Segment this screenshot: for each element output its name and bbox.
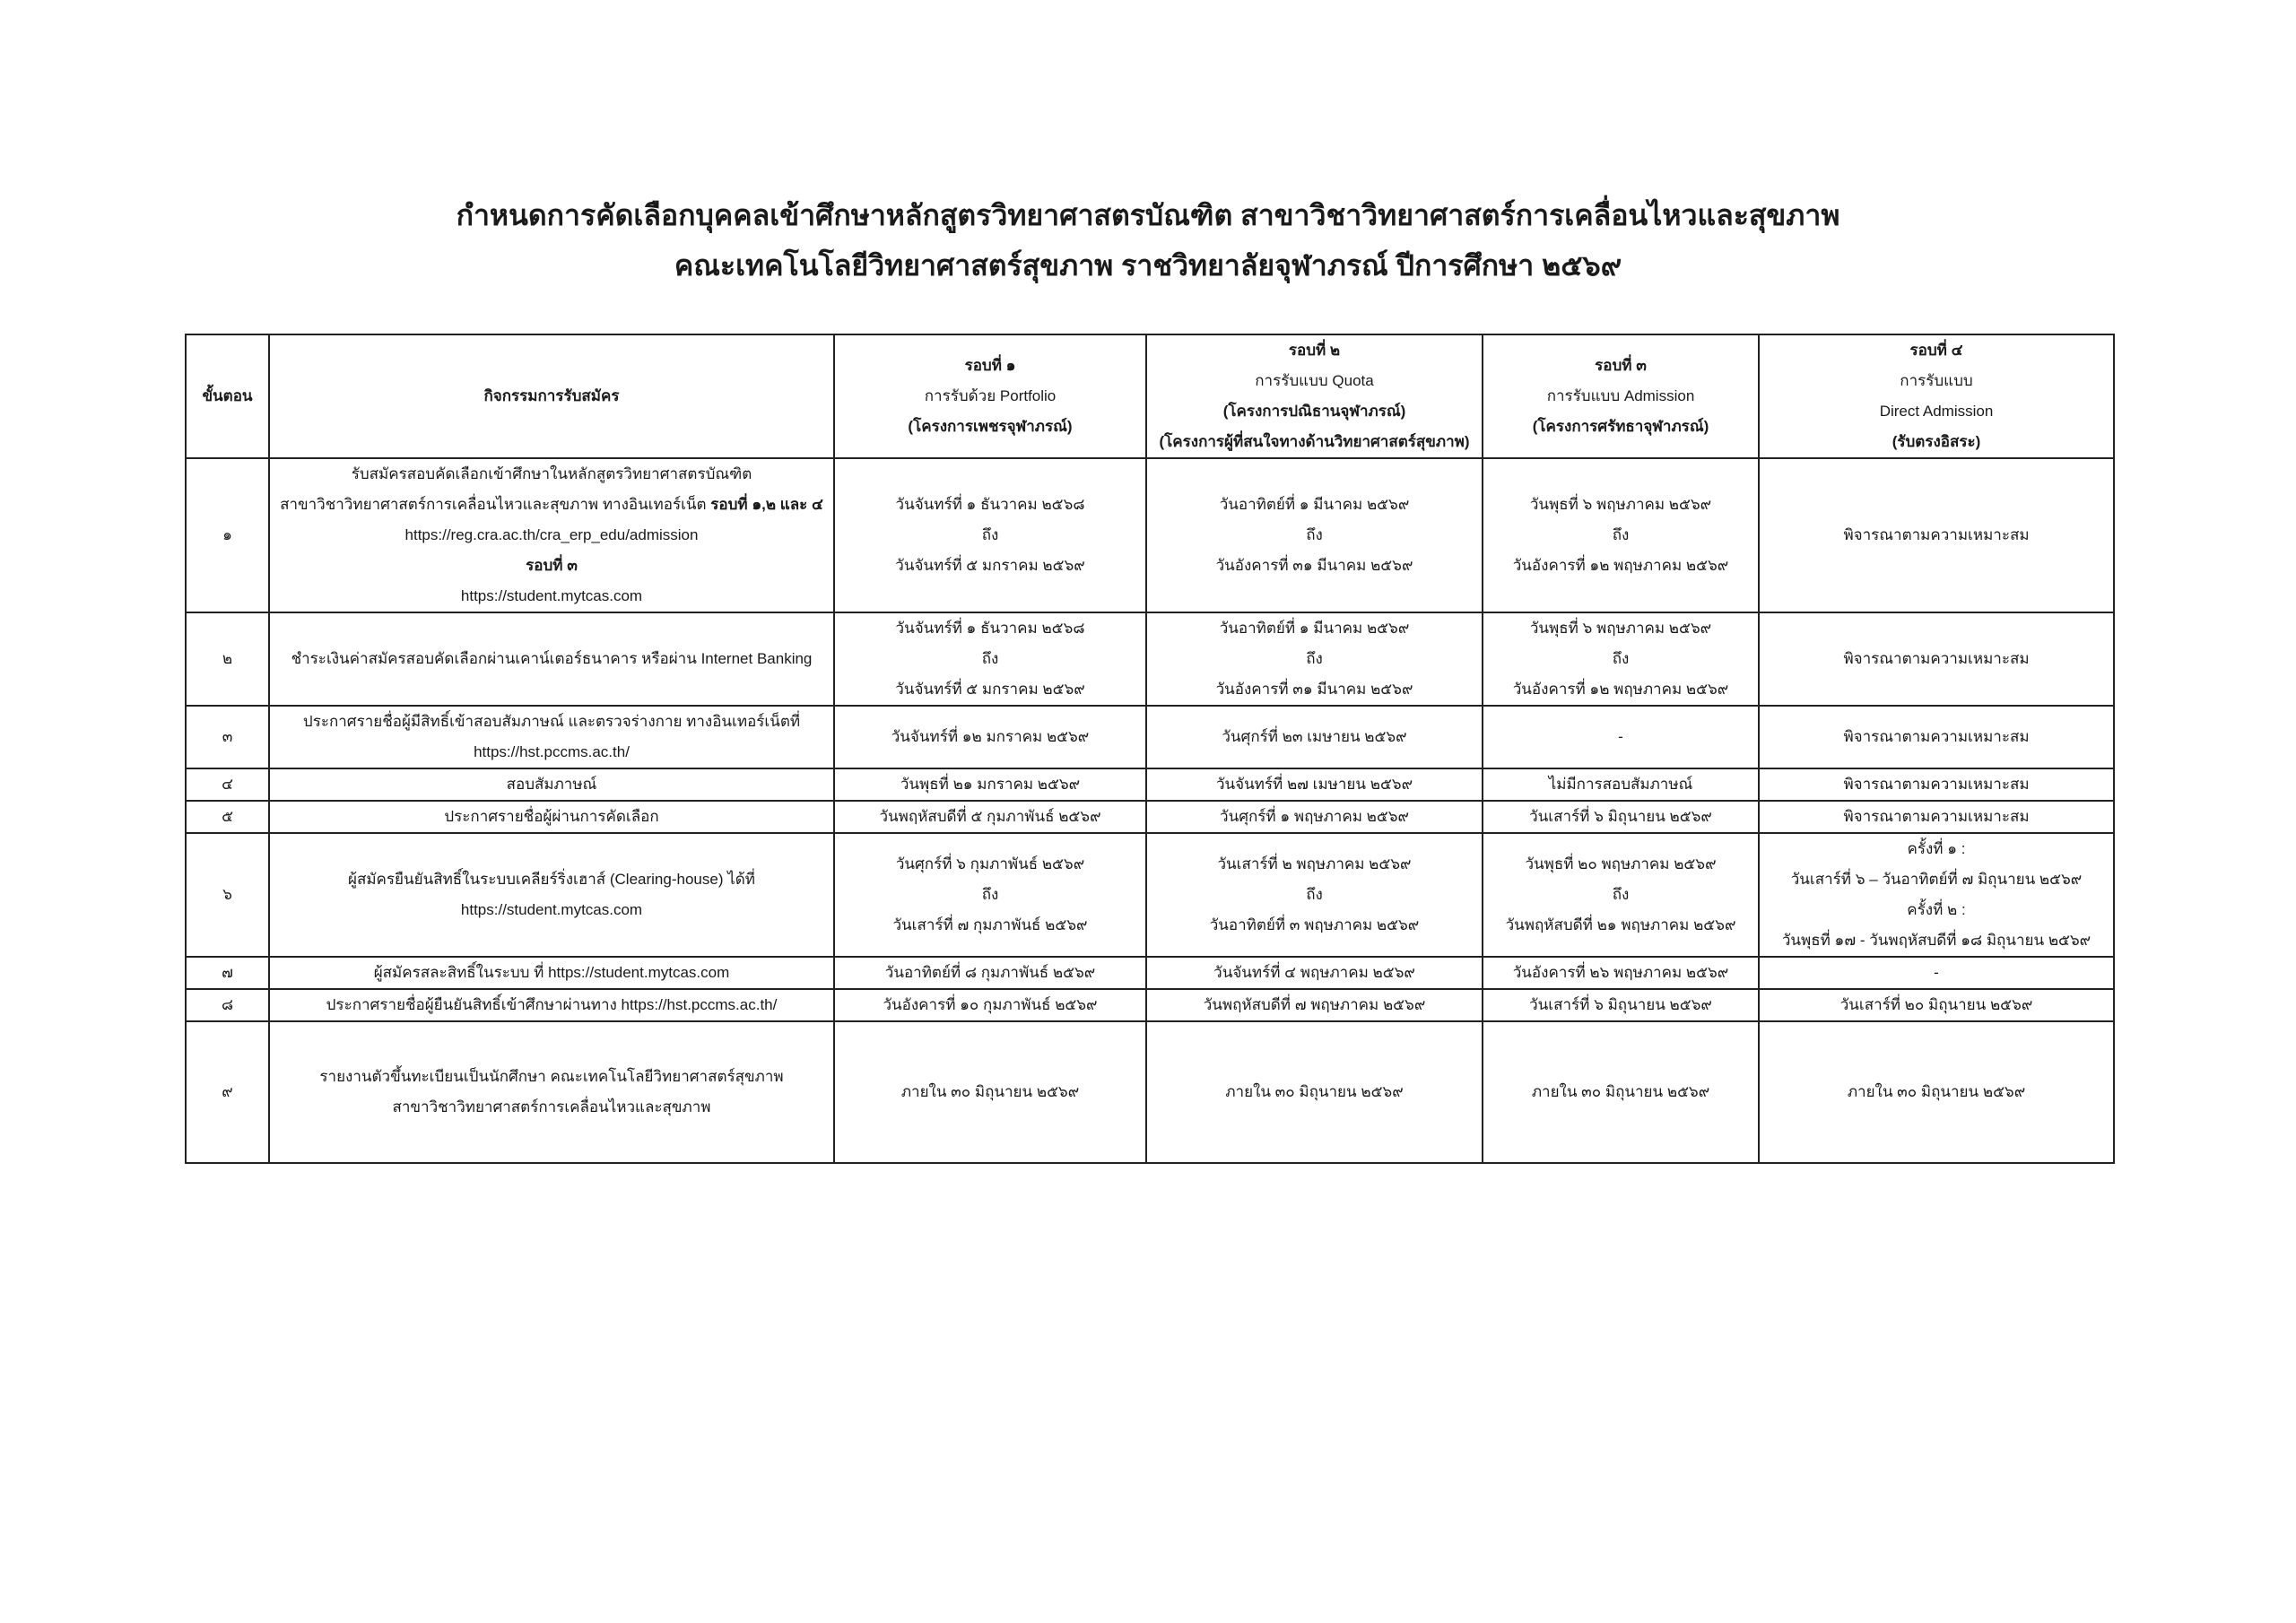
step-number: ๑ [186, 458, 269, 612]
mytcas-url: https://student.mytcas.com [460, 587, 643, 604]
header-round-1: รอบที่ ๑ การรับด้วย Portfolio (โครงการเพชรจุฬาภรณ์) [834, 334, 1146, 458]
round-4-date: พิจารณาตามความเหมาะสม [1759, 706, 2114, 768]
round-1-date: วันพุธที่ ๒๑ มกราคม ๒๕๖๙ [834, 768, 1146, 801]
step-number: ๔ [186, 768, 269, 801]
round-2-date: วันอาทิตย์ที่ ๑ มีนาคม ๒๕๖๙ ถึง วันอังคารที่ ๓๑ มีนาคม ๒๕๖๙ [1146, 612, 1483, 706]
round-2-date: วันจันทร์ที่ ๒๗ เมษายน ๒๕๖๙ [1146, 768, 1483, 801]
table-row [186, 833, 2114, 957]
step-number: ๖ [186, 833, 269, 957]
step-number: ๕ [186, 801, 269, 833]
table-row [186, 989, 2114, 1021]
header-activity: กิจกรรมการรับสมัคร [269, 334, 834, 458]
activity-cell: สอบสัมภาษณ์ [269, 768, 834, 801]
step-number: ๙ [186, 1021, 269, 1163]
round-4-date: ครั้งที่ ๑ : วันเสาร์ที่ ๖ – วันอาทิตย์ที่ ๗ มิถุนายน ๒๕๖๙ ครั้งที่ ๒ : วันพุธที่ ๑๗ - วันพฤหัสบดีที่ ๑๘ มิถุนายน ๒๕๖๙ [1759, 833, 2114, 957]
round-4-date: พิจารณาตามความเหมาะสม [1759, 612, 2114, 706]
table-row [186, 612, 2114, 706]
header-step: ขั้นตอน [186, 334, 269, 458]
round-3-date: - [1483, 706, 1759, 768]
table-row [186, 1021, 2114, 1163]
header-round-3: รอบที่ ๓ การรับแบบ Admission (โครงการศรัทธาจุฬาภรณ์) [1483, 334, 1759, 458]
round-3-date: วันเสาร์ที่ ๖ มิถุนายน ๒๕๖๙ [1483, 989, 1759, 1021]
round-1-date: วันศุกร์ที่ ๖ กุมภาพันธ์ ๒๕๖๙ ถึง วันเสาร์ที่ ๗ กุมภาพันธ์ ๒๕๖๙ [834, 833, 1146, 957]
round-1-date: ภายใน ๓๐ มิถุนายน ๒๕๖๙ [834, 1021, 1146, 1163]
round-3-date: วันอังคารที่ ๒๖ พฤษภาคม ๒๕๖๙ [1483, 957, 1759, 989]
table-row [186, 801, 2114, 833]
round-3-date: วันพุธที่ ๖ พฤษภาคม ๒๕๖๙ ถึง วันอังคารที่ ๑๒ พฤษภาคม ๒๕๖๙ [1483, 458, 1759, 612]
round-3-date: วันเสาร์ที่ ๖ มิถุนายน ๒๕๖๙ [1483, 801, 1759, 833]
activity-cell: ผู้สมัครยืนยันสิทธิ์ในระบบเคลียร์ริ่งเฮาส์ (Clearing-house) ได้ที่ https://student.mytcas.com [269, 833, 834, 957]
document-title [0, 190, 2296, 291]
activity-cell: ประกาศรายชื่อผู้มีสิทธิ์เข้าสอบสัมภาษณ์ และตรวจร่างกาย ทางอินเทอร์เน็ตที่ https://hst.pccms.ac.th/ [269, 706, 834, 768]
round-2-date: วันจันทร์ที่ ๔ พฤษภาคม ๒๕๖๙ [1146, 957, 1483, 989]
title-line-1: กำหนดการคัดเลือกบุคคลเข้าศึกษาหลักสูตรวิทยาศาสตรบัณฑิต สาขาวิชาวิทยาศาสตร์การเคลื่อนไหวและสุขภาพ [456, 199, 1840, 231]
table-row [186, 957, 2114, 989]
step-number: ๒ [186, 612, 269, 706]
step-number: ๘ [186, 989, 269, 1021]
activity-cell: ประกาศรายชื่อผู้ผ่านการคัดเลือก [269, 801, 834, 833]
activity-cell: รับสมัครสอบคัดเลือกเข้าศึกษาในหลักสูตรวิทยาศาสตรบัณฑิต สาขาวิชาวิทยาศาสตร์การเคลื่อนไหวและสุขภาพ ทางอินเทอร์เน็ต รอบที่ ๑,๒ และ ๔ https://reg.cra.ac.th/cra_erp_edu/admission รอบที่ ๓ https://student.mytcas.com [269, 458, 834, 612]
header-round-4: รอบที่ ๔ การรับแบบ Direct Admission (รับตรงอิสระ) [1759, 334, 2114, 458]
schedule-table [185, 334, 2115, 1164]
header-round-2: รอบที่ ๒ การรับแบบ Quota (โครงการปณิธานจุฬาภรณ์) (โครงการผู้ที่สนใจทางด้านวิทยาศาสตร์สุขภาพ) [1146, 334, 1483, 458]
round-4-date: ภายใน ๓๐ มิถุนายน ๒๕๖๙ [1759, 1021, 2114, 1163]
round-3-date: ภายใน ๓๐ มิถุนายน ๒๕๖๙ [1483, 1021, 1759, 1163]
registration-url: https://reg.cra.ac.th/cra_erp_edu/admission [404, 526, 699, 543]
step-number: ๗ [186, 957, 269, 989]
round-4-date: พิจารณาตามความเหมาะสม [1759, 458, 2114, 612]
round-4-date: พิจารณาตามความเหมาะสม [1759, 801, 2114, 833]
round-2-date: วันเสาร์ที่ ๒ พฤษภาคม ๒๕๖๙ ถึง วันอาทิตย์ที่ ๓ พฤษภาคม ๒๕๖๙ [1146, 833, 1483, 957]
activity-cell: รายงานตัวขึ้นทะเบียนเป็นนักศึกษา คณะเทคโนโลยีวิทยาศาสตร์สุขภาพ สาขาวิชาวิทยาศาสตร์การเคลื่อนไหวและสุขภาพ [269, 1021, 834, 1163]
round-4-date: - [1759, 957, 2114, 989]
round-2-date: ภายใน ๓๐ มิถุนายน ๒๕๖๙ [1146, 1021, 1483, 1163]
round-2-date: วันศุกร์ที่ ๑ พฤษภาคม ๒๕๖๙ [1146, 801, 1483, 833]
round-2-date: วันพฤหัสบดีที่ ๗ พฤษภาคม ๒๕๖๙ [1146, 989, 1483, 1021]
round-3-date: ไม่มีการสอบสัมภาษณ์ [1483, 768, 1759, 801]
round-2-date: วันอาทิตย์ที่ ๑ มีนาคม ๒๕๖๙ ถึง วันอังคารที่ ๓๑ มีนาคม ๒๕๖๙ [1146, 458, 1483, 612]
activity-cell: ประกาศรายชื่อผู้ยืนยันสิทธิ์เข้าศึกษาผ่านทาง https://hst.pccms.ac.th/ [269, 989, 834, 1021]
round-2-date: วันศุกร์ที่ ๒๓ เมษายน ๒๕๖๙ [1146, 706, 1483, 768]
round-3-date: วันพุธที่ ๒๐ พฤษภาคม ๒๕๖๙ ถึง วันพฤหัสบดีที่ ๒๑ พฤษภาคม ๒๕๖๙ [1483, 833, 1759, 957]
round-1-date: วันพฤหัสบดีที่ ๕ กุมภาพันธ์ ๒๕๖๙ [834, 801, 1146, 833]
title-line-2: คณะเทคโนโลยีวิทยาศาสตร์สุขภาพ ราชวิทยาลัยจุฬาภรณ์ ปีการศึกษา ๒๕๖๙ [674, 249, 1622, 282]
table-row [186, 458, 2114, 612]
table-row [186, 768, 2114, 801]
round-1-date: วันจันทร์ที่ ๑ ธันวาคม ๒๕๖๘ ถึง วันจันทร์ที่ ๕ มกราคม ๒๕๖๙ [834, 612, 1146, 706]
round-1-date: วันจันทร์ที่ ๑๒ มกราคม ๒๕๖๙ [834, 706, 1146, 768]
round-1-date: วันจันทร์ที่ ๑ ธันวาคม ๒๕๖๘ ถึง วันจันทร์ที่ ๕ มกราคม ๒๕๖๙ [834, 458, 1146, 612]
round-1-date: วันอังคารที่ ๑๐ กุมภาพันธ์ ๒๕๖๙ [834, 989, 1146, 1021]
round-3-date: วันพุธที่ ๖ พฤษภาคม ๒๕๖๙ ถึง วันอังคารที่ ๑๒ พฤษภาคม ๒๕๖๙ [1483, 612, 1759, 706]
activity-cell: ชำระเงินค่าสมัครสอบคัดเลือกผ่านเคาน์เตอร์ธนาคาร หรือผ่าน Internet Banking [269, 612, 834, 706]
activity-cell: ผู้สมัครสละสิทธิ์ในระบบ ที่ https://student.mytcas.com [269, 957, 834, 989]
table-header-row [186, 334, 2114, 458]
round-4-date: วันเสาร์ที่ ๒๐ มิถุนายน ๒๕๖๙ [1759, 989, 2114, 1021]
round-1-date: วันอาทิตย์ที่ ๘ กุมภาพันธ์ ๒๕๖๙ [834, 957, 1146, 989]
step-number: ๓ [186, 706, 269, 768]
round-4-date: พิจารณาตามความเหมาะสม [1759, 768, 2114, 801]
table-row [186, 706, 2114, 768]
